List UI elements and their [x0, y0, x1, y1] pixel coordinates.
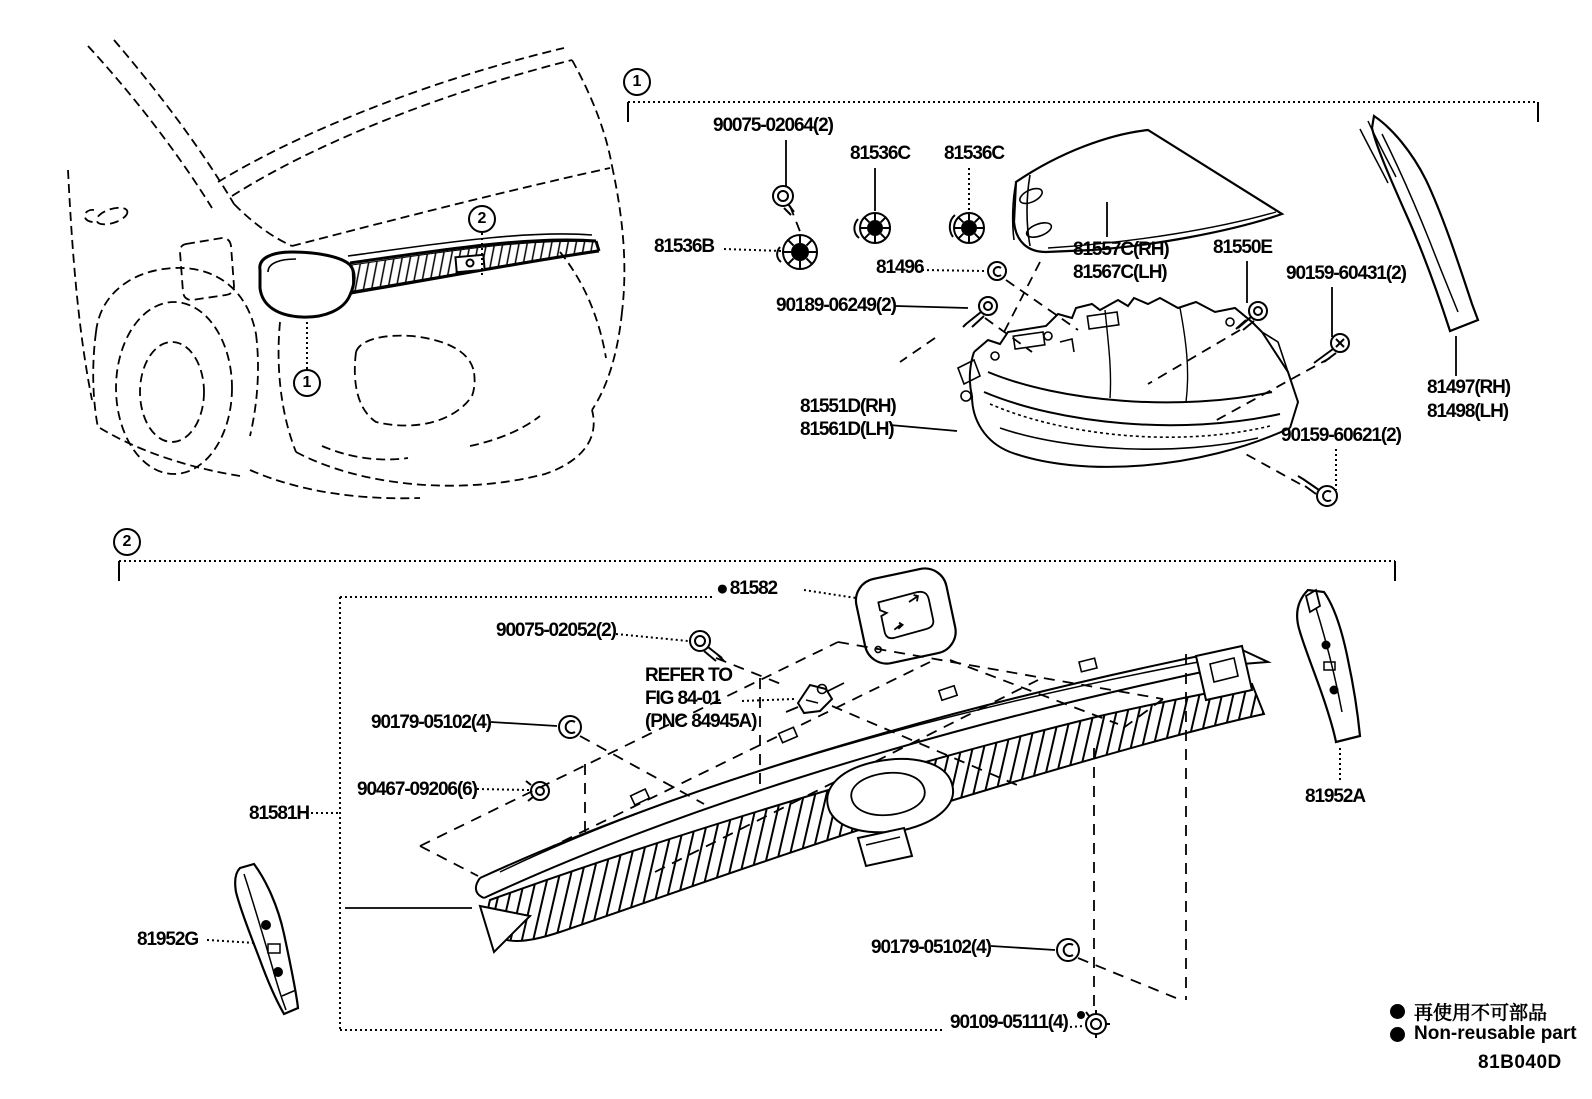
strip-center-detail [455, 255, 484, 272]
part-label-81567c[interactable]: 81567C(LH) [1073, 262, 1167, 283]
packing-icon [988, 262, 1006, 280]
car-callout-2 [468, 205, 496, 233]
part-label-81952a[interactable]: 81952A [1305, 786, 1365, 807]
grommet-05111-icon [1077, 1010, 1110, 1038]
part-label-81550e[interactable]: 81550E [1213, 237, 1272, 258]
part-label-90179-05102-a[interactable]: 90179-05102(4) [371, 712, 491, 733]
non-reusable-bullet-icon [1390, 1004, 1405, 1019]
clip-05102b-icon [1057, 939, 1079, 961]
part-label-81952g[interactable]: 81952G [137, 929, 199, 950]
screw-60431-icon [1314, 334, 1349, 363]
non-reusable-bullet-icon [1390, 1027, 1405, 1042]
section1-callout-number: 1 [632, 73, 642, 90]
refer-note-line1: REFER TO [645, 665, 732, 686]
part-label-90159-60431[interactable]: 90159-60431(2) [1286, 263, 1406, 284]
part-label-81557c[interactable]: 81557C(RH) [1073, 239, 1169, 260]
section2-drawing [119, 561, 1395, 1038]
legend-text-jp: 再使用不可部品 [1414, 1002, 1548, 1024]
clip-84945a-icon [786, 683, 844, 713]
part-label-90189-06249[interactable]: 90189-06249(2) [776, 295, 896, 316]
part-label-90467-09206[interactable]: 90467-09206(6) [357, 779, 477, 800]
gasket-drawing [852, 564, 960, 667]
part-label-90109-05111[interactable]: 90109-05111(4) [950, 1012, 1068, 1033]
figure-code: 81B040D [1478, 1052, 1562, 1073]
bolt-02052-icon [690, 631, 724, 661]
legend-note-en [1390, 1023, 1577, 1045]
quarter-garnish-drawing [1360, 116, 1478, 331]
section1-callout [623, 68, 651, 96]
car-overview-drawing [68, 40, 624, 498]
bulb-socket-b-icon [777, 235, 817, 269]
section2-callout-number: 2 [122, 533, 132, 550]
lamp-lens-drawing [1013, 130, 1282, 252]
bulb-socket-c2-icon [950, 213, 984, 243]
screw-60621-icon [1298, 476, 1337, 506]
part-label-81536c-b[interactable]: 81536C [944, 143, 1004, 164]
side-garnish-a-drawing [1297, 590, 1360, 742]
part-label-81536c-a[interactable]: 81536C [850, 143, 910, 164]
part-label-90159-60621[interactable]: 90159-60621(2) [1281, 425, 1401, 446]
callout-2-number: 2 [477, 210, 487, 227]
clip-05102a-icon [559, 716, 581, 738]
legend-text-en: Non-reusable part [1414, 1023, 1577, 1044]
part-label-90179-05102-b[interactable]: 90179-05102(4) [871, 937, 991, 958]
part-label-90075-02052[interactable]: 90075-02052(2) [496, 620, 616, 641]
callout-1-number: 1 [302, 374, 312, 391]
part-label-81536b[interactable]: 81536B [654, 236, 714, 257]
part-label-81582[interactable] [716, 579, 777, 599]
back-panel-garnish-drawing [476, 646, 1268, 952]
section2-callout [113, 528, 141, 556]
part-label-81581h[interactable]: 81581H [249, 803, 309, 824]
part-label-81497[interactable]: 81497(RH) [1427, 377, 1511, 398]
part-label-81496[interactable]: 81496 [876, 257, 924, 278]
part-label-81561d[interactable]: 81561D(LH) [800, 419, 894, 440]
bolt-81550e-icon [1236, 302, 1267, 330]
legend-note-jp [1390, 998, 1547, 1025]
part-label-81498[interactable]: 81498(LH) [1427, 401, 1508, 422]
part-label-90075-02064[interactable]: 90075-02064(2) [713, 115, 833, 136]
part-label-81551d[interactable]: 81551D(RH) [800, 396, 896, 417]
nut-09206-icon [526, 781, 549, 801]
part-number-81582[interactable]: 81582 [729, 578, 778, 599]
refer-note-line2: FIG 84-01 [645, 688, 721, 709]
non-reusable-bullet-icon: ● [716, 577, 729, 600]
grommet-screw-icon [773, 186, 794, 215]
side-garnish-g-drawing [235, 864, 298, 1014]
bulb-socket-c1-icon [854, 213, 890, 243]
car-callout-1 [293, 369, 321, 397]
section1-drawing [628, 102, 1538, 506]
refer-note-line3: (PNC 84945A) [645, 711, 757, 732]
